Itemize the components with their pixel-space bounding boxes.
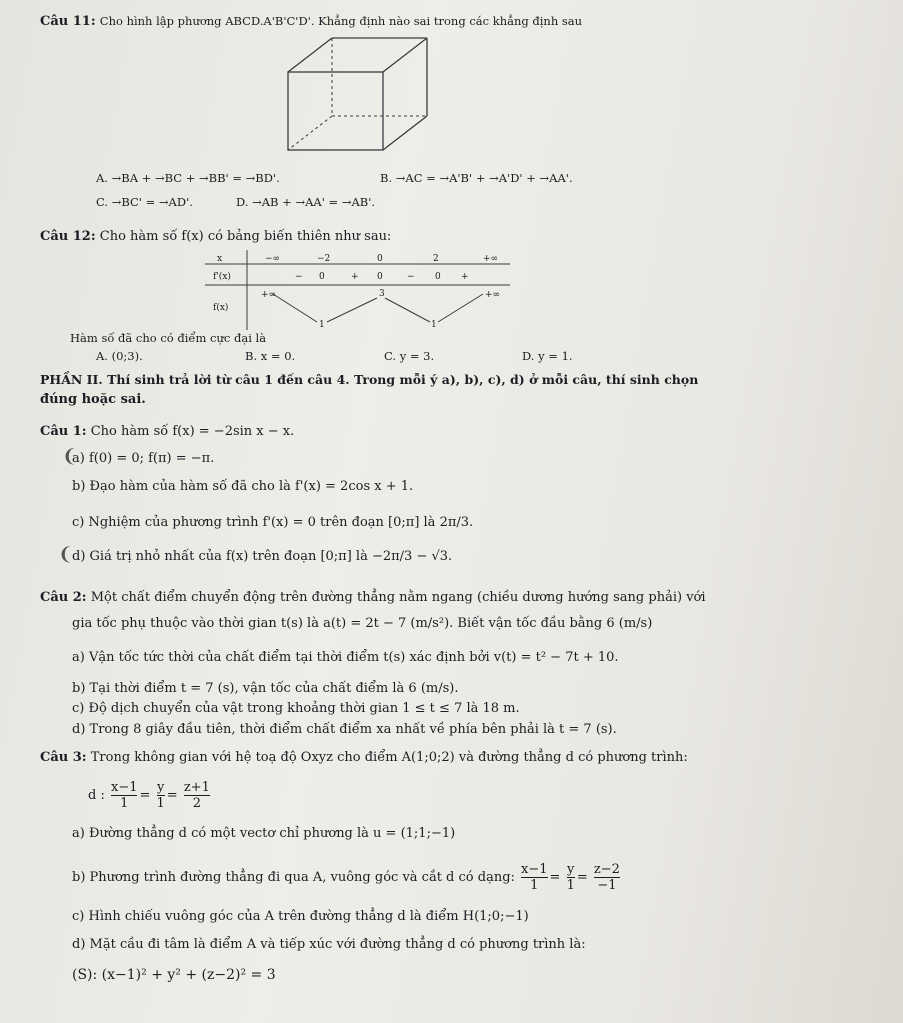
c3-sphere-equation: (S): (x−1)² + y² + (z−2)² = 3 <box>72 967 276 983</box>
table-f-3: 1 <box>431 320 437 330</box>
c1-stem: Cho hàm số f(x) = −2sin x − x. <box>90 424 295 439</box>
c2-item-b: b) Tại thời điểm t = 7 (s), vận tốc của chất điểm là 6 (m/s). <box>72 681 459 696</box>
c2-header: Câu 2: <box>40 590 87 605</box>
frac-y: $\frac{y}{1}$ <box>566 862 575 893</box>
table-f-2: 3 <box>379 289 385 299</box>
c2-line <box>40 590 706 605</box>
c2-item-a: a) Vận tốc tức thời của chất điểm tại thời điểm t(s) xác định bởi v(t) = t² − 7t + 10. <box>72 650 619 665</box>
table-x-3: 2 <box>433 254 439 264</box>
table-f-1: 1 <box>319 320 325 330</box>
table-x-1: −2 <box>317 254 331 264</box>
c1-item-d: d) Giá trị nhỏ nhất của f(x) trên đoạn [0;π] là −2π/3 − √3. <box>72 549 453 564</box>
frac-z: $\frac{z+1}{2}$ <box>183 780 210 811</box>
table-x-label: x <box>217 254 223 264</box>
variation-table <box>205 250 515 330</box>
q12-option-c: C. y = 3. <box>384 349 435 363</box>
frac-x: $\frac{x-1}{1}$ <box>521 862 548 893</box>
q11-line <box>40 14 582 29</box>
q11-option-b: B. →AC = →A'B' + →A'D' + →AA'. <box>380 171 573 185</box>
table-x-2: 0 <box>377 254 383 264</box>
table-f-4: +∞ <box>485 290 501 300</box>
c3-stem: Trong không gian với hệ toạ độ Oxyz cho điểm A(1;0;2) và đường thẳng d có phương trình: <box>90 750 688 765</box>
table-f-label: f(x) <box>213 303 229 313</box>
q12-option-d: D. y = 1. <box>522 349 573 363</box>
c3-item-b-line: b) Phương trình đường thẳng đi qua A, vuông góc và cắt d có dạng: $\frac{x-1}{1}$ = $\frac{y}{1}$ = $\frac{z-2}{-1}$ <box>72 862 620 893</box>
pen-mark-icon: ❨ <box>58 544 74 565</box>
part2-title: PHẦN II. Thí sinh trả lời từ câu 1 đến câu 4. Trong mỗi ý a), b), c), d) ở mỗi câu, thí sinh chọn <box>40 372 699 387</box>
table-fp-sign-4: − <box>407 272 415 282</box>
table-fp-sign-5: 0 <box>435 272 441 282</box>
q11-option-c: C. →BC' = →AD'. <box>96 195 193 209</box>
table-x-4: +∞ <box>483 254 499 264</box>
c1-item-a: a) f(0) = 0; f(π) = −π. <box>72 451 215 466</box>
table-f-0: +∞ <box>261 290 277 300</box>
c3-line <box>40 750 688 765</box>
c3-item-d: d) Mặt cầu đi tâm là điểm A và tiếp xúc với đường thẳng d có phương trình là: <box>72 937 586 952</box>
table-fp-sign-2: + <box>351 272 359 282</box>
q12-option-b: B. x = 0. <box>245 349 296 363</box>
c1-line <box>40 424 294 439</box>
c1-header: Câu 1: <box>40 424 87 439</box>
c3-item-b: b) Phương trình đường thẳng đi qua A, vuông góc và cắt d có dạng: <box>72 870 515 885</box>
frac-y: $\frac{y}{1}$ <box>156 780 165 811</box>
c3-header: Câu 3: <box>40 750 87 765</box>
cube-figure <box>280 30 450 165</box>
c3-line-d-equation: d : $\frac{x-1}{1}$ = $\frac{y}{1}$ = $\frac{z+1}{2}$ <box>88 780 210 811</box>
c3-item-c: c) Hình chiếu vuông góc của A trên đường thẳng d là điểm H(1;0;−1) <box>72 909 529 924</box>
c2-item-d: d) Trong 8 giây đầu tiên, thời điểm chất điểm xa nhất về phía bên phải là t = 7 (s). <box>72 722 617 737</box>
frac-x: $\frac{x-1}{1}$ <box>110 780 138 811</box>
c1-item-c: c) Nghiệm của phương trình f'(x) = 0 trên đoạn [0;π] là 2π/3. <box>72 515 474 530</box>
table-fp-label: f'(x) <box>213 272 231 282</box>
q12-question: Hàm số đã cho có điểm cực đại là <box>70 331 267 345</box>
table-fp-sign-1: 0 <box>319 272 325 282</box>
table-fp-sign-0: − <box>295 272 303 282</box>
table-fp-sign-3: 0 <box>377 272 383 282</box>
pen-mark-icon: ❨ <box>62 446 78 467</box>
q12-line <box>40 229 391 244</box>
q11-stem: Cho hình lập phương ABCD.A'B'C'D'. Khẳng định nào sai trong các khẳng định sau <box>99 14 583 28</box>
c3-line-d-prefix: d : <box>88 788 105 803</box>
q11-header: Câu 11: <box>40 14 96 29</box>
q12-header: Câu 12: <box>40 229 96 244</box>
c2-stem-2: gia tốc phụ thuộc vào thời gian t(s) là a(t) = 2t − 7 (m/s²). Biết vận tốc đầu bằng 6 (m/s) <box>72 616 653 631</box>
table-x-0: −∞ <box>265 254 281 264</box>
q11-option-d: D. →AB + →AA' = →AB'. <box>236 195 376 209</box>
frac-z: $\frac{z-2}{-1}$ <box>593 862 620 893</box>
q12-stem: Cho hàm số f(x) có bảng biến thiên như sau: <box>99 229 392 244</box>
q11-option-a: A. →BA + →BC + →BB' = →BD'. <box>96 171 280 185</box>
c3-item-a: a) Đường thẳng d có một vectơ chỉ phương là u = (1;1;−1) <box>72 826 456 841</box>
c2-item-c: c) Độ dịch chuyển của vật trong khoảng thời gian 1 ≤ t ≤ 7 là 18 m. <box>72 701 520 716</box>
table-fp-sign-6: + <box>461 272 469 282</box>
c2-stem-1: Một chất điểm chuyển động trên đường thẳng nằm ngang (chiều dương hướng sang phải) với <box>90 590 706 605</box>
c1-item-b: b) Đạo hàm của hàm số đã cho là f'(x) = 2cos x + 1. <box>72 479 414 494</box>
part2-title-line2: đúng hoặc sai. <box>40 392 146 407</box>
q12-option-a: A. (0;3). <box>96 349 143 363</box>
